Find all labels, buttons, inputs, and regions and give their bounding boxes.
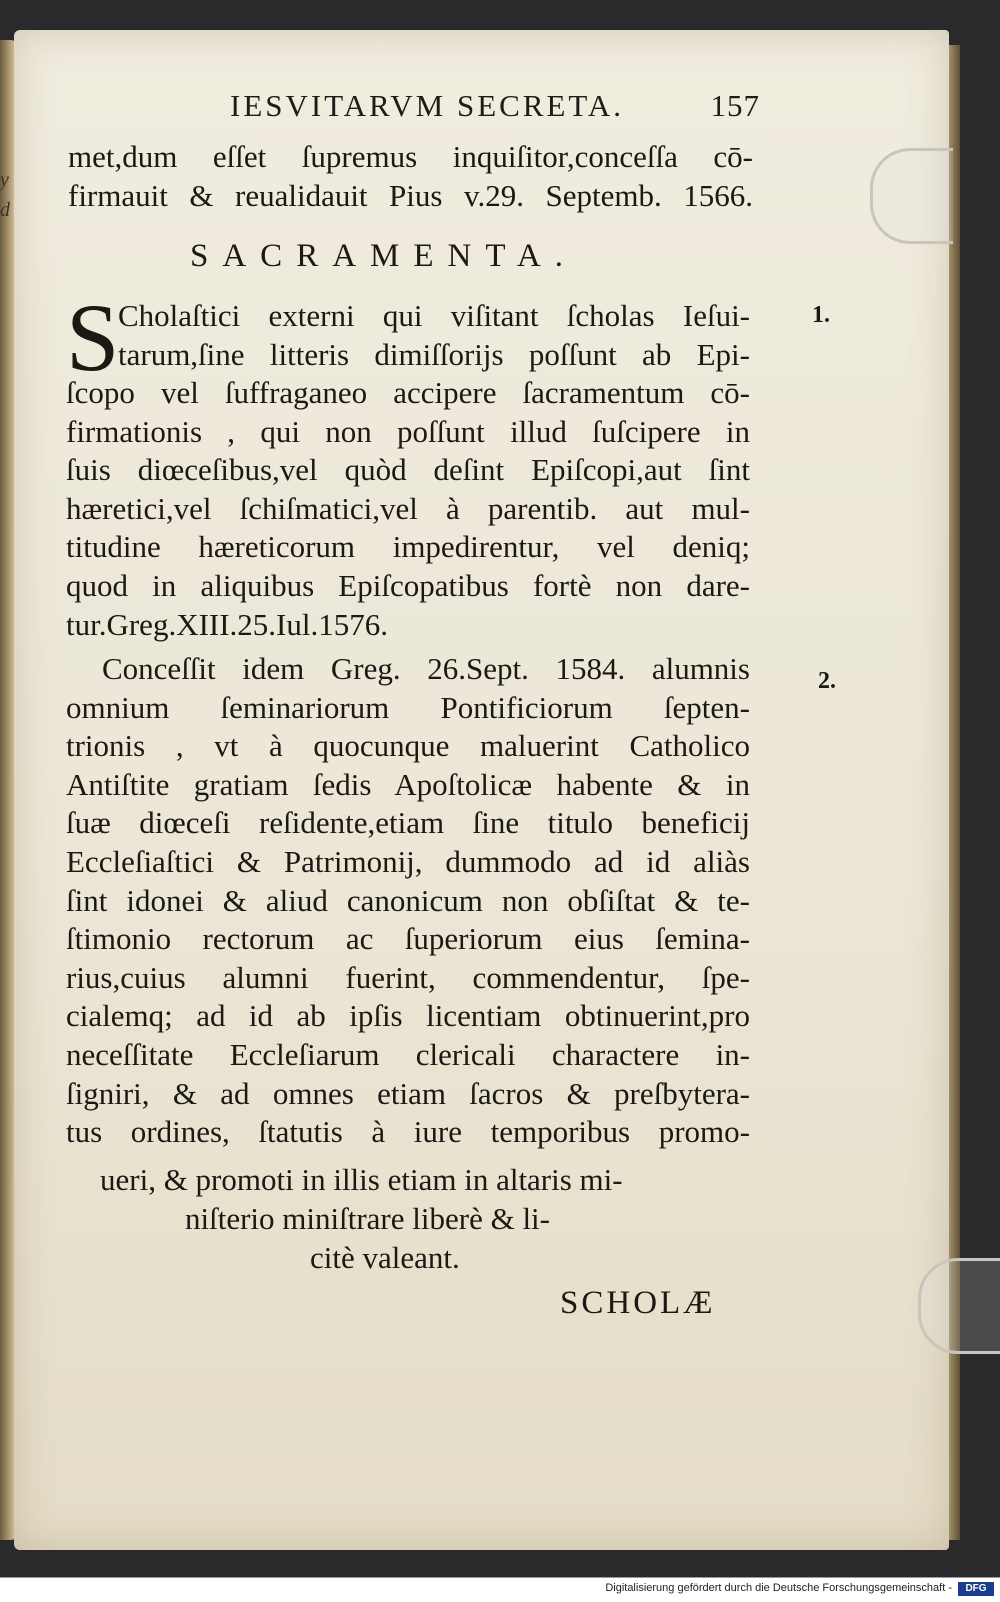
page-clip-icon — [918, 1258, 1000, 1354]
tail-line: citè valeant. — [310, 1240, 460, 1275]
text-line: tarum,ſine litteris dimiſſorijs poſſunt ab Epi- — [118, 336, 750, 372]
text-line: ſcopo vel ſuffraganeo accipere ſacramentum cō- — [66, 375, 750, 410]
text-line: ſuæ diœceſi reſidente,etiam ſine titulo beneficij — [66, 805, 750, 841]
text-line: omnium ſeminariorum Pontificiorum ſepten- — [66, 689, 750, 725]
section-heading: SACRAMENTA. — [190, 238, 577, 274]
drop-cap: S — [66, 284, 120, 391]
footer-credit: Digitalisierung gefördert durch die Deutsche Forschungsgemeinschaft - — [605, 1582, 952, 1594]
left-margin-glyph: d — [0, 199, 10, 221]
paragraph-1-first-lines — [118, 297, 750, 374]
catchword: SCHOLÆ — [560, 1285, 716, 1321]
text-line: Cholaſtici externi qui viſitant ſcholas Ieſui- — [118, 298, 750, 333]
text-line: firmationis , qui non poſſunt illud ſuſcipere in — [66, 413, 750, 449]
text-line: tus ordines, ſtatutis à iure temporibus promo- — [66, 1114, 750, 1150]
text-line: ſtimonio rectorum ac ſuperiorum eius ſemina- — [66, 921, 750, 957]
text-line: Conceſſit idem Greg. 26.Sept. 1584. alumnis — [102, 651, 750, 686]
margin-number: 2. — [818, 668, 836, 694]
text-line: Antiſtite gratiam ſedis Apoſtolicæ habente & in — [66, 766, 750, 802]
text-line: Eccleſiaſtici & Patrimonij, dummodo ad id aliàs — [66, 843, 750, 879]
text-line: cialemq; ad id ab ipſis licentiam obtinuerint,pro — [66, 998, 750, 1034]
text-line: titudine hæreticorum impedirentur, vel deniq; — [66, 529, 750, 565]
left-margin-glyph: y — [0, 169, 9, 191]
text-line: firmauit & reualidauit Pius v.29. Septemb. 1566. — [68, 177, 753, 213]
text-line: ſigniri, & ad omnes etiam ſacros & preſbytera- — [66, 1075, 750, 1111]
running-header — [230, 88, 760, 124]
text-line: quod in aliquibus Epiſcopatibus fortè non dare- — [66, 567, 750, 603]
text-line: ſint idonei & aliud canonicum non obſiſtat & te- — [66, 882, 750, 918]
text-line: rius,cuius alumni fuerint, commendentur, ſpe- — [66, 959, 750, 995]
tail-line: ueri, & promoti in illis etiam in altaris mi- — [100, 1162, 623, 1197]
text-line: met,dum eſſet ſupremus inquiſitor,conceſſa cō- — [68, 139, 753, 174]
text-line: ſuis diœceſibus,vel quòd deſint Epiſcopi,aut ſint — [66, 452, 750, 488]
running-title: IESVITARVM SECRETA. — [230, 88, 625, 123]
text-line: neceſſitate Eccleſiarum clericali charactere in- — [66, 1036, 750, 1072]
margin-number: 1. — [812, 302, 830, 328]
opening-lines — [68, 138, 753, 215]
tail-line: niſterio miniſtrare liberè & li- — [185, 1201, 550, 1236]
text-line: hæretici,vel ſchiſmatici,vel à parentib. aut mul- — [66, 490, 750, 526]
text-line: tur.Greg.XIII.25.Iul.1576. — [66, 606, 388, 642]
footer-banner — [0, 1577, 1000, 1602]
paragraph-2 — [66, 650, 750, 1152]
page-number: 157 — [710, 88, 760, 123]
paragraph-1 — [66, 374, 750, 644]
text-line: trionis , vt à quocunque maluerint Catholico — [66, 728, 750, 764]
page-clip-icon — [870, 148, 953, 244]
dfg-logo: DFG — [958, 1582, 994, 1596]
